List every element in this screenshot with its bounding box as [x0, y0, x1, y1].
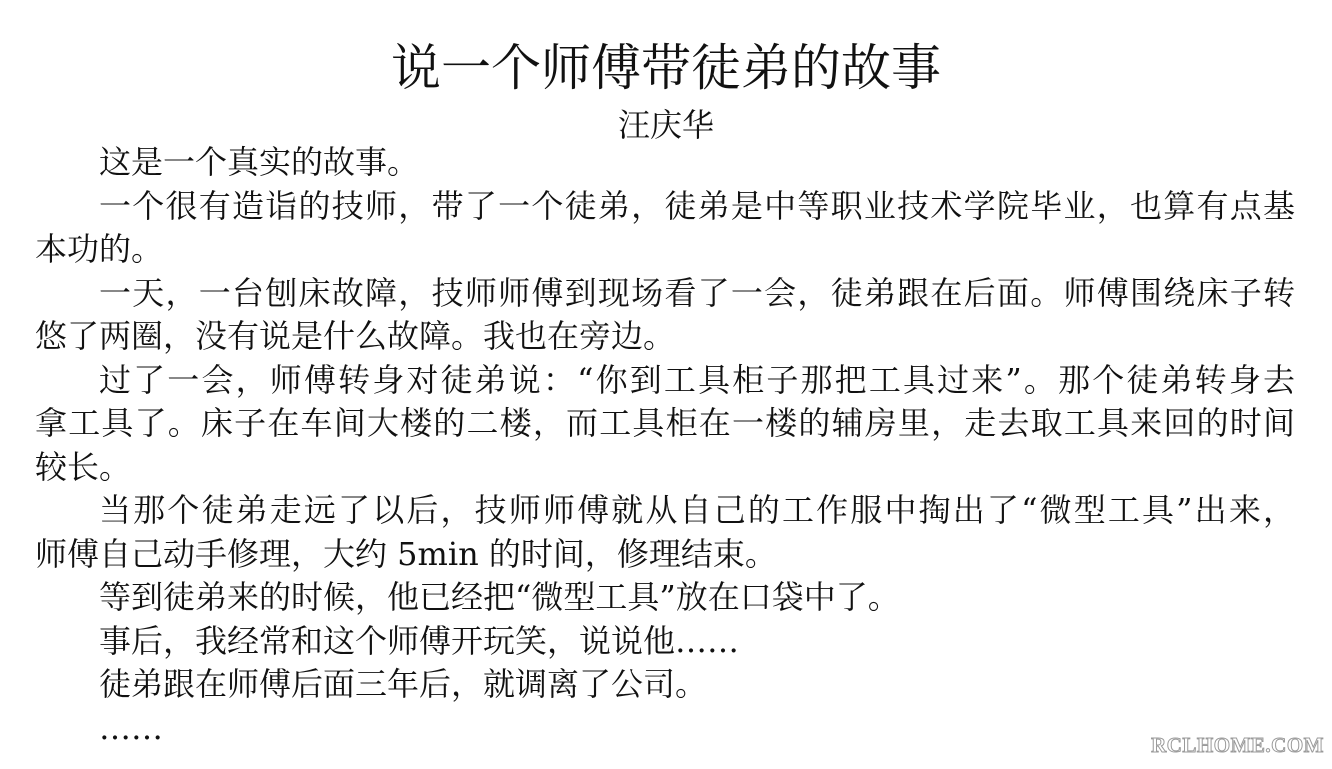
paragraph-line: 当那个徒弟走远了以后，技师师傅就从自己的工作服中掏出了“微型工具”出来， [99, 491, 1295, 529]
paragraph-line: 本功的。 [35, 230, 164, 268]
paragraph-line: 这是一个真实的故事。 [99, 143, 420, 181]
paragraph-line: …… [99, 708, 163, 747]
paragraph-line: 一个很有造诣的技师，带了一个徒弟，徒弟是中等职业技术学院毕业，也算有点基 [99, 186, 1295, 225]
paragraph-line: 悠了两圈，没有说是什么故障。我也在旁边。 [35, 317, 676, 355]
paragraph-line: 师傅自己动手修理，大约 5min 的时间，修理结束。 [35, 534, 777, 573]
document-title: 说一个师傅带徒弟的故事 [391, 40, 941, 96]
paragraph [35, 620, 1295, 664]
paragraph-line: 等到徒弟来的时候，他已经把“微型工具”放在口袋中了。 [99, 578, 900, 616]
paragraph-line: 徒弟跟在师傅后面三年后，就调离了公司。 [99, 665, 708, 703]
paragraph [35, 185, 1295, 272]
paragraph [35, 663, 1295, 707]
paragraph [35, 489, 1295, 576]
paragraph [35, 272, 1295, 359]
document-body [35, 141, 1295, 750]
paragraph [35, 576, 1295, 620]
paragraph-line: 拿工具了。床子在车间大楼的二楼，而工具柜在一楼的辅房里，走去取工具来回的时间 [35, 404, 1295, 442]
paragraph [35, 359, 1295, 490]
paragraph-line: 事后，我经常和这个师傅开玩笑，说说他…… [99, 621, 740, 660]
watermark: RCLHOME.COM [1151, 733, 1324, 757]
paragraph-line: 过了一会，师傅转身对徒弟说：“你到工具柜子那把工具过来”。那个徒弟转身去 [99, 360, 1295, 399]
author-name: 汪庆华 [617, 106, 714, 144]
paragraph [35, 141, 1295, 185]
paragraph-line: 一天，一台刨床故障，技师师傅到现场看了一会，徒弟跟在后面。师傅围绕床子转 [99, 273, 1295, 312]
paragraph-line: 较长。 [35, 447, 132, 486]
paragraph [35, 707, 1295, 751]
